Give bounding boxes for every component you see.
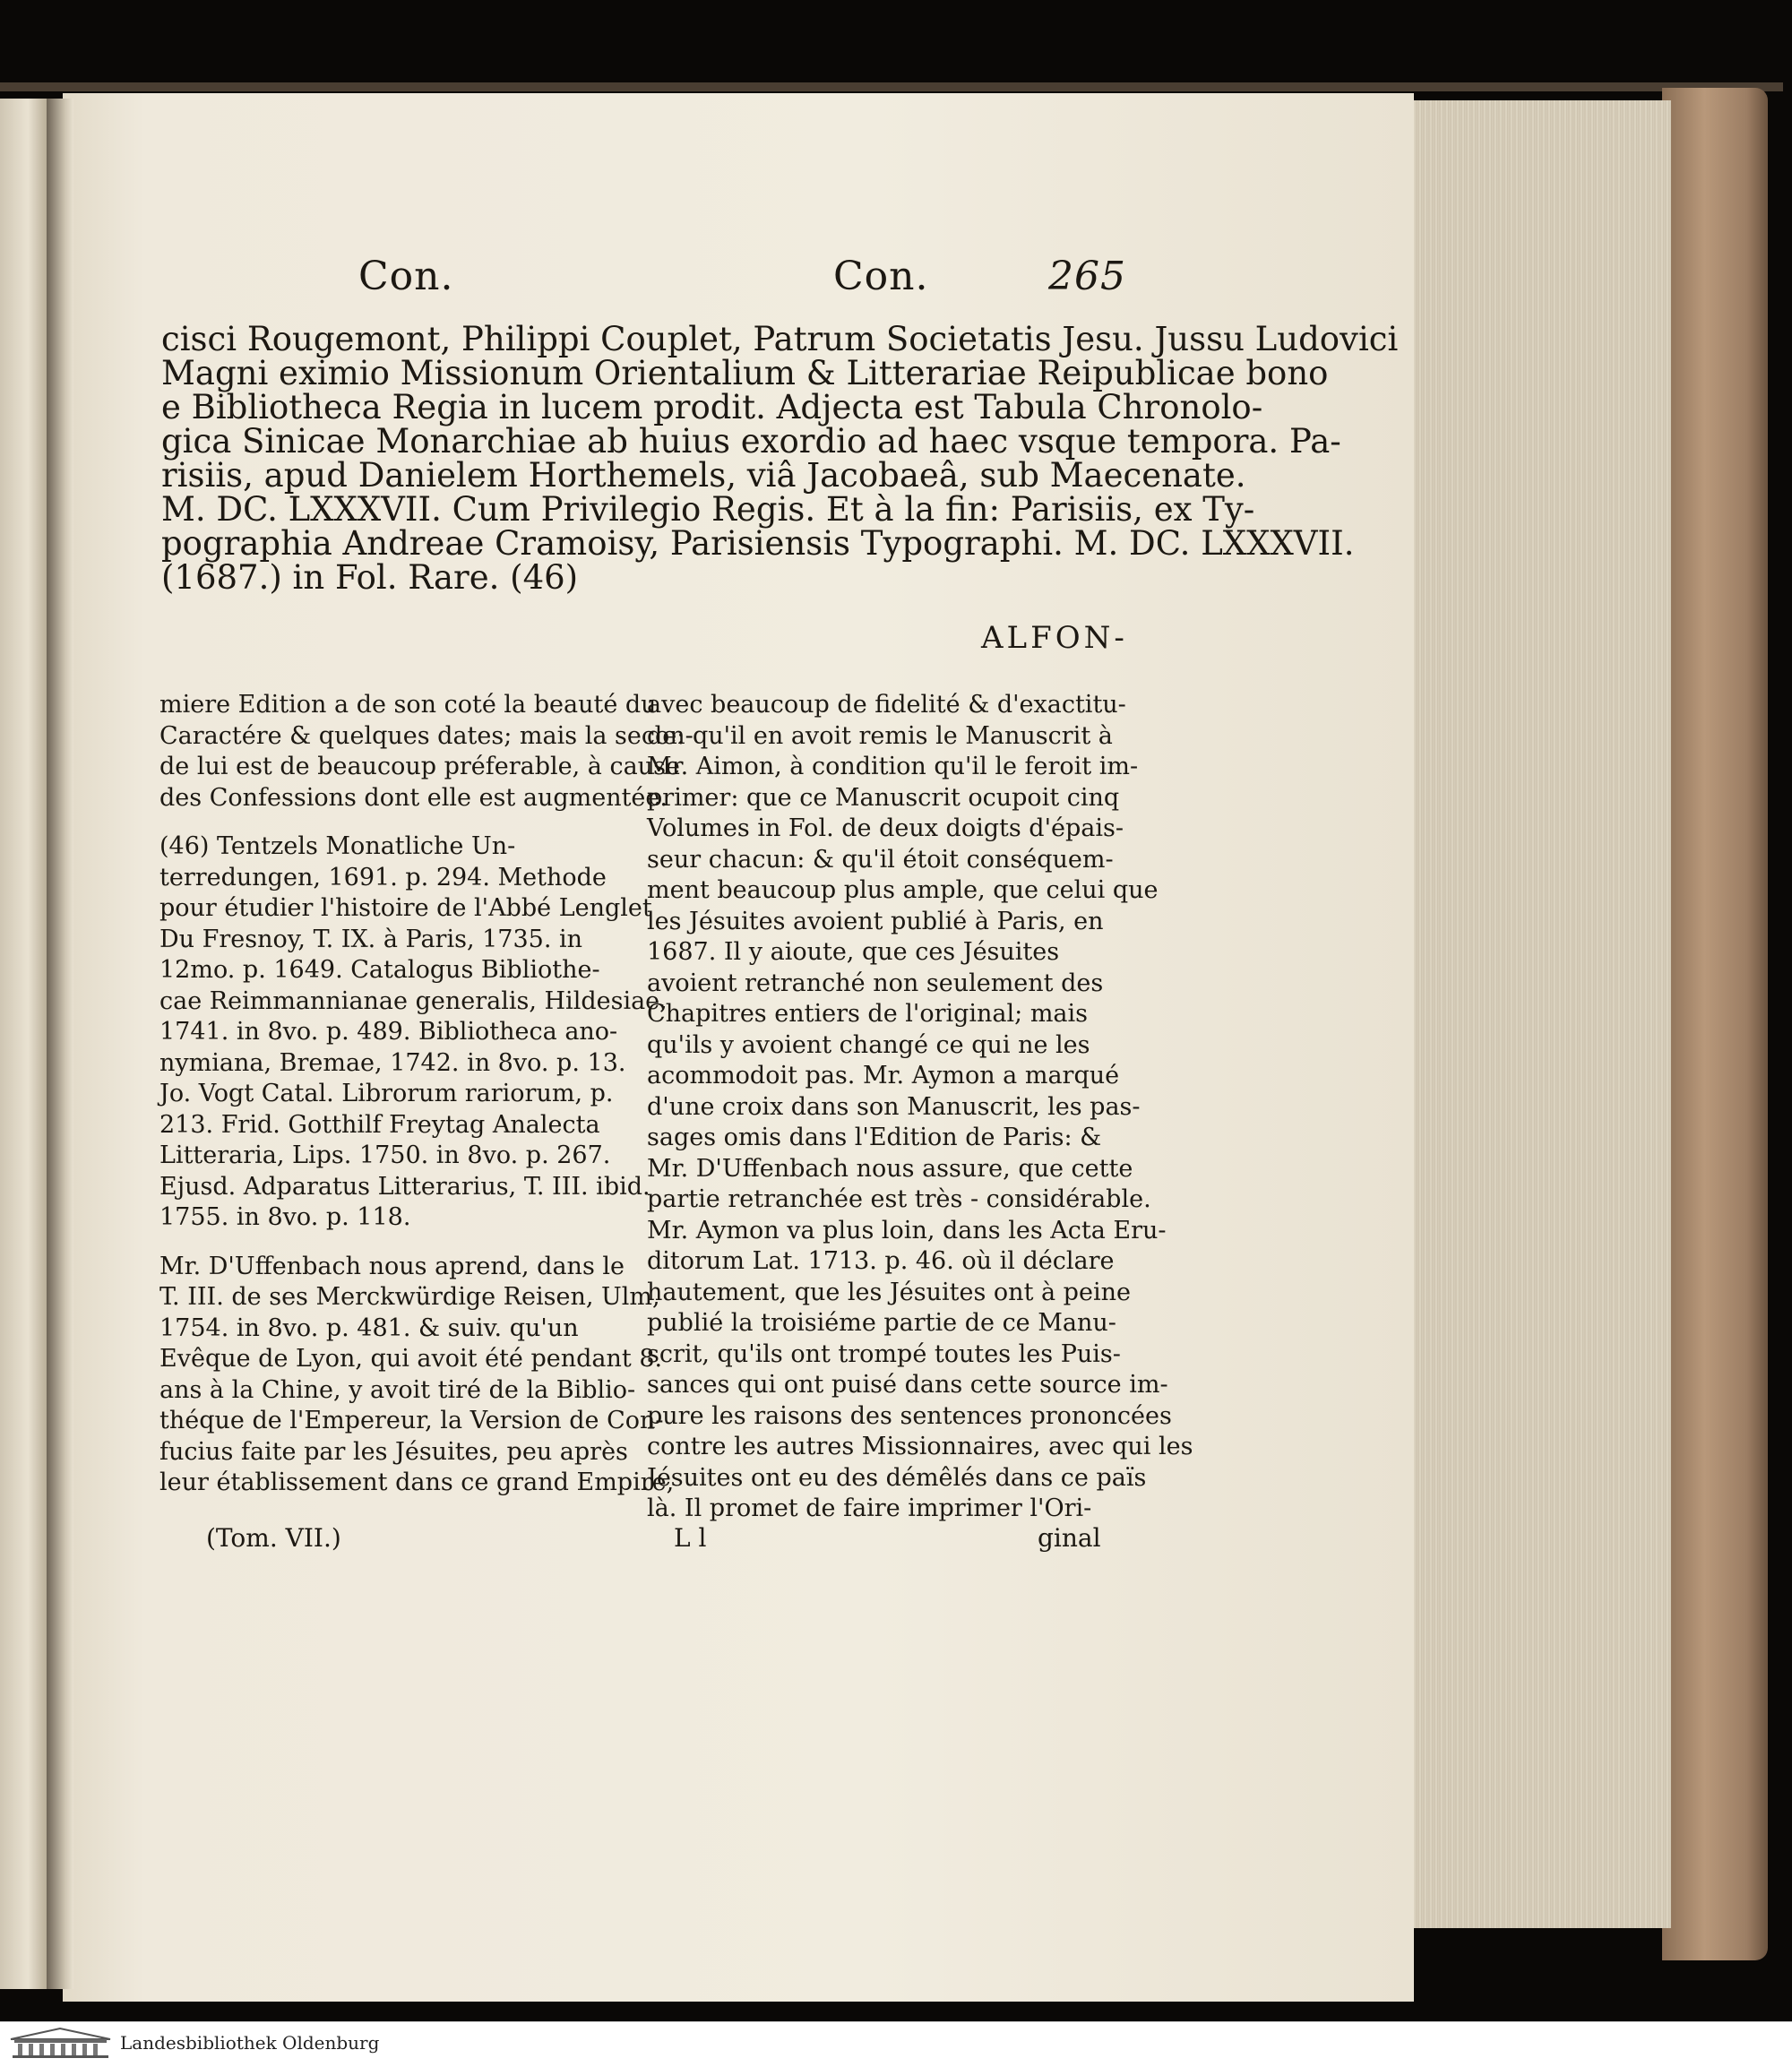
text-line: primer: que ce Manuscrit ocupoit cinq	[647, 783, 1120, 812]
title-entry-line: M. DC. LXXXVII. Cum Privilegio Regis. Et à la fin: Parisiis, ex Ty-	[161, 490, 1255, 529]
text-line: seur chacun: & qu'il étoit conséquem-	[647, 845, 1114, 874]
page-gutter	[47, 99, 73, 1989]
title-entry-line: Magni eximio Missionum Orientalium & Litterariae Reipublicae bono	[161, 354, 1329, 392]
footnote-line: Du Fresnoy, T. IX. à Paris, 1735. in	[159, 925, 583, 953]
text-line: T. III. de ses Merckwürdige Reisen, Ulm,	[159, 1283, 660, 1311]
text-line: 1754. in 8vo. p. 481. & suiv. qu'un	[159, 1313, 579, 1342]
library-building-icon	[9, 2027, 112, 2059]
text-line: les Jésuites avoient publié à Paris, en	[647, 907, 1104, 935]
footnote-line: (46) Tentzels Monatliche Un-	[159, 832, 516, 860]
text-line: d'une croix dans son Manuscrit, les pas-	[647, 1092, 1141, 1121]
footnote-line: 12mo. p. 1649. Catalogus Bibliothe-	[159, 956, 600, 984]
text-line: partie retranchée est très - considérable.	[647, 1185, 1151, 1213]
footnote-line: Jo. Vogt Catal. Librorum rariorum, p.	[159, 1080, 614, 1107]
footnote-line: 1741. in 8vo. p. 489. Bibliotheca ano-	[159, 1018, 618, 1046]
text-line: pure les raisons des sentences prononcées	[647, 1401, 1172, 1430]
text-line: acommodoit pas. Mr. Aymon a marqué	[647, 1062, 1120, 1089]
text-line: ans à la Chine, y avoit tiré de la Biblio-	[159, 1375, 636, 1404]
text-line: Evêque de Lyon, qui avoit été pendant 8.	[159, 1345, 663, 1373]
page-edges	[1411, 100, 1671, 1928]
running-head-left: Con.	[358, 254, 454, 299]
printer-signature: L l	[674, 1523, 707, 1553]
left-column	[159, 690, 694, 1499]
text-line: ditorum Lat. 1713. p. 46. où il déclare	[647, 1247, 1115, 1275]
text-line: sances qui ont puisé dans cette source im-	[647, 1371, 1168, 1399]
text-line: 1687. Il y aioute, que ces Jésuites	[647, 938, 1060, 966]
footnote-line: 213. Frid. Gotthilf Freytag Analecta	[159, 1110, 600, 1139]
text-line: leur établissement dans ce grand Empire,	[159, 1468, 675, 1496]
text-line: théque de l'Empereur, la Version de Con-	[159, 1407, 664, 1434]
text-line: scrit, qu'ils ont trompé toutes les Puis-	[647, 1339, 1121, 1368]
text-line: Mr. D'Uffenbach nous aprend, dans le	[159, 1252, 625, 1280]
title-entry-line: cisci Rougemont, Philippi Couplet, Patrum Societatis Jesu. Jussu Ludovici	[161, 320, 1399, 358]
text-line: Mr. Aymon va plus loin, dans les Acta Eru-	[647, 1216, 1167, 1245]
text-line: avoient retranché non seulement des	[647, 969, 1104, 997]
title-entry-block	[161, 320, 1399, 597]
text-line: de: qu'il en avoit remis le Manuscrit à	[647, 721, 1113, 750]
text-line: miere Edition a de son coté la beauté du	[159, 691, 657, 719]
footnote-line: cae Reimmannianae generalis, Hildesiae,	[159, 986, 668, 1015]
text-line: publié la troisiéme partie de ce Manu-	[647, 1309, 1116, 1337]
text-line: Jésuites ont eu des démêlés dans ce païs	[647, 1463, 1147, 1492]
text-line: fucius faite par les Jésuites, peu après	[159, 1437, 628, 1466]
text-line: hautement, que les Jésuites ont à peine	[647, 1278, 1131, 1306]
library-name: Landesbibliothek Oldenburg	[120, 2032, 380, 2054]
book-top-edge	[0, 82, 1783, 91]
text-line: de lui est de beaucoup préferable, à cause	[159, 753, 680, 780]
text-line: Mr. D'Uffenbach nous assure, que cette	[647, 1154, 1133, 1183]
text-line: Mr. Aimon, à condition qu'il le feroit im-	[647, 753, 1139, 780]
footnote-line: nymiana, Bremae, 1742. in 8vo. p. 13.	[159, 1048, 626, 1077]
footnote-line: Ejusd. Adparatus Litterarius, T. III. ibid.	[159, 1172, 650, 1201]
text-line: avec beaucoup de fidelité & d'exactitu-	[647, 691, 1126, 719]
footnote-line: terredungen, 1691. p. 294. Methode	[159, 863, 607, 891]
running-head-center: Con.	[833, 254, 929, 299]
right-column	[647, 690, 1193, 1525]
title-entry-line: gica Sinicae Monarchiae ab huius exordio ad haec vsque tempora. Pa-	[161, 422, 1341, 461]
text-line: ment beaucoup plus ample, que celui que	[647, 876, 1159, 904]
title-entry-line: pographia Andreae Cramoisy, Parisiensis Typographi. M. DC. LXXXVII.	[161, 524, 1355, 563]
library-logo	[9, 2027, 112, 2059]
footnote-line: pour étudier l'histoire de l'Abbé Lenglet	[159, 894, 652, 922]
page-number: 265	[1048, 254, 1126, 299]
footnote-line: 1755. in 8vo. p. 118.	[159, 1203, 411, 1231]
text-line: qu'ils y avoient changé ce qui ne les	[647, 1030, 1090, 1059]
footnote-line: Litteraria, Lips. 1750. in 8vo. p. 267.	[159, 1141, 611, 1169]
text-line: Chapitres entiers de l'original; mais	[647, 1000, 1089, 1028]
text-line: contre les autres Missionnaires, avec qui les	[647, 1433, 1193, 1460]
text-line: sages omis dans l'Edition de Paris: &	[647, 1124, 1102, 1151]
title-entry-line: e Bibliotheca Regia in lucem prodit. Adjecta est Tabula Chronolo-	[161, 388, 1263, 426]
left-page-edge	[0, 99, 47, 1989]
book-cover	[1662, 88, 1768, 1960]
text-line: là. Il promet de faire imprimer l'Ori-	[647, 1494, 1092, 1522]
next-entry-heading: ALFON-	[981, 620, 1128, 656]
title-entry-line: (1687.) in Fol. Rare. (46)	[161, 558, 579, 597]
catchword: ginal	[1038, 1523, 1101, 1553]
text-line: Volumes in Fol. de deux doigts d'épais-	[647, 814, 1124, 842]
title-entry-line: risiis, apud Danielem Horthemels, viâ Jacobaeâ, sub Maecenate.	[161, 456, 1246, 495]
volume-signature: (Tom. VII.)	[206, 1523, 341, 1553]
text-line: des Confessions dont elle est augmentée.	[159, 783, 668, 812]
text-line: Caractére & quelques dates; mais la secon-	[159, 721, 694, 750]
